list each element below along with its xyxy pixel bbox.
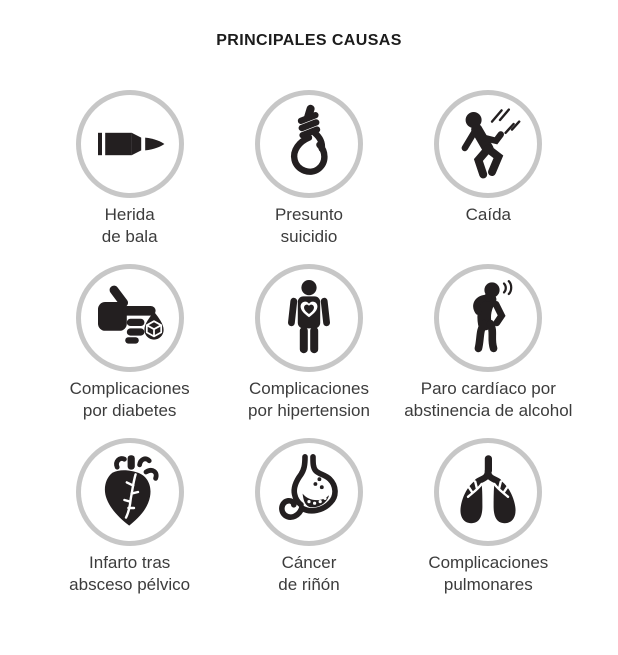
icon-circle — [76, 264, 184, 372]
icon-circle — [255, 438, 363, 546]
diabetes-blood-drop-icon — [90, 278, 170, 358]
cause-label: Caída — [465, 205, 511, 224]
cause-label: Herida de bala — [101, 205, 158, 246]
bullet-icon — [90, 104, 170, 184]
cause-fall — [399, 90, 578, 248]
cause-label: Cáncer de riñón — [278, 553, 340, 594]
icon-circle — [434, 264, 542, 372]
icon-circle — [255, 90, 363, 198]
icon-circle — [434, 438, 542, 546]
person-chest-pain-icon — [448, 278, 528, 358]
cause-heart-attack — [40, 438, 219, 596]
anatomical-heart-icon — [90, 452, 170, 532]
cause-cancer — [219, 438, 398, 596]
cause-hypertension — [219, 264, 398, 422]
causes-grid — [0, 90, 618, 596]
cause-alcohol-withdrawal — [399, 264, 578, 422]
page-title: PRINCIPALES CAUSAS — [216, 32, 402, 49]
cause-diabetes — [40, 264, 219, 422]
person-heart-icon — [269, 278, 349, 358]
cause-label: Complicaciones por diabetes — [69, 379, 190, 420]
cause-label: Paro cardíaco por abstinencia de alcohol — [404, 379, 573, 420]
cause-pulmonary — [399, 438, 578, 596]
cause-label: Complicaciones pulmonares — [428, 553, 549, 594]
icon-circle — [434, 90, 542, 198]
falling-person-icon — [448, 104, 528, 184]
icon-circle — [76, 438, 184, 546]
stomach-icon — [269, 452, 349, 532]
noose-icon — [269, 104, 349, 184]
icon-circle — [76, 90, 184, 198]
cause-gunshot — [40, 90, 219, 248]
cause-suicide — [219, 90, 398, 248]
cause-label: Complicaciones por hipertension — [248, 379, 370, 420]
cause-label: Infarto tras absceso pélvico — [69, 553, 191, 594]
cause-label: Presunto suicidio — [274, 205, 344, 246]
lungs-icon — [448, 452, 528, 532]
icon-circle — [255, 264, 363, 372]
